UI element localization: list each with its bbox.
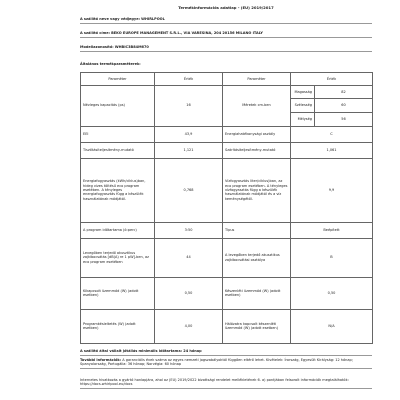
additional-info-label: További információk: [80, 358, 122, 362]
cell-value: 16 [155, 85, 223, 126]
parameter-table [80, 72, 373, 344]
address-value: BEKO EUROPE MANAGEMENT S.R.L., VIA VARESINA, 204 20156 MILANO ITALY [111, 31, 263, 35]
cell-value: 3:50 [155, 222, 223, 238]
cell-value: N/A [291, 309, 373, 343]
dim-value-height: 82 [315, 85, 373, 99]
table-header-row [81, 73, 373, 86]
model-label: Modellazonosító: [80, 45, 114, 49]
divider [80, 355, 372, 356]
cell-param: Kikapcsolt üzemmód (W) (adott esetben) [81, 277, 155, 309]
dim-label-height: Magasság [291, 85, 315, 99]
cell-param: Névleges kapacitás (ps) [81, 85, 155, 126]
supplier-label: A szállító neve vagy védjegye: [80, 17, 140, 21]
divider [80, 51, 372, 52]
cell-param: Készenléti üzemmód (W) (adott esetben) [223, 277, 291, 309]
table-row [81, 238, 373, 277]
sheet-title: Termékinformációs adatlap - (EU) 2019/2017 [178, 5, 274, 10]
cell-param: A levegőben terjedő akusztikus zajkibocsátási osztálya [223, 238, 291, 277]
cell-param: Típus [223, 222, 291, 238]
col-header-value: Érték [291, 73, 373, 86]
cell-value: Beépített [291, 222, 373, 238]
cell-param: Tisztításiteljesítmény-mutató [81, 142, 155, 158]
cell-value: 1,061 [291, 142, 373, 158]
table-row [81, 126, 373, 142]
cell-param: Programkésleltetés (W) (adott esetben) [81, 309, 155, 343]
table-row [81, 222, 373, 238]
dim-label-depth: Mélység [291, 113, 315, 127]
dim-value-width: 60 [315, 99, 373, 113]
manufacturer-link[interactable]: Internetes hivatkozás a gyártó honlapjára, ahol az (EU) 2019/2022 bizottsági rendelet mellékletének 6. a) pontjában felsorolt információk megtalálhatók: https://docs.whirlpool.eu/docs [80, 378, 349, 387]
cell-value: 9,9 [291, 158, 373, 222]
cell-param: Hálózatra kapcsolt készenléti üzemmód (W) (adott esetben) [223, 309, 291, 343]
address-line [80, 31, 372, 35]
table-row [81, 277, 373, 309]
cell-param: Szárításiteljesítmény-mutató [223, 142, 291, 158]
table-row [81, 158, 373, 222]
cell-param: EEI [81, 126, 155, 142]
cell-value: 0,50 [291, 277, 373, 309]
table-row [81, 309, 373, 343]
supplier-value: WHIRLPOOL [141, 17, 165, 21]
cell-param: Vízfogyasztás liter/ciklus)ban, az eco program esetében. A tényleges vízfogyasztás függ a készülék használatának módjától és a víz keménységétől. [223, 158, 291, 222]
cell-param: Energiahatékonysági osztály [223, 126, 291, 142]
cell-param: Méretek cm-ben [223, 85, 291, 126]
table-row [81, 85, 373, 99]
divider [80, 37, 372, 38]
cell-value: 0,50 [155, 277, 223, 309]
cell-value: B [291, 238, 373, 277]
divider [80, 368, 372, 369]
model-value: WHBIC3B84M670 [114, 45, 149, 49]
warranty-line: A szállító által vállalt jótállás minimális időtartama: 24 hónap [80, 349, 202, 353]
col-header-parameter: Paraméter [223, 73, 291, 86]
dim-value-depth: 56 [315, 113, 373, 127]
cell-param: Energiafogyasztás (kWh/ciklus)ban, hideg vizes töltésű eco program esetében. A tényleges energiafogyasztás függ a készülék használatának módjától. [81, 158, 155, 222]
col-header-parameter: Paraméter [81, 73, 155, 86]
divider [80, 388, 372, 389]
cell-param: Levegőben terjedő akusztikus zajkibocsátás [dB(A) re 1 pW]-ben, az eco program esetében [81, 238, 155, 277]
additional-info-text: A garanciális évek száma az egyes nemzeti jogszabályoktól függően eltérő lehet. Kivételek: Írország, Egyesült Királyság: 12 hónap; Spanyolország, Portugália: 36 hónap; Norvégia: 60 hónap [80, 358, 353, 367]
table-row [81, 142, 373, 158]
dim-label-width: Szélesség [291, 99, 315, 113]
section-title: Általános termékparaméterek: [80, 62, 141, 66]
supplier-line [80, 17, 372, 21]
model-line [80, 45, 372, 49]
cell-value: C [291, 126, 373, 142]
additional-info [80, 358, 372, 367]
address-label: A szállító címe: [80, 31, 110, 35]
cell-value: 0,768 [155, 158, 223, 222]
col-header-value: Érték [155, 73, 223, 86]
divider [80, 23, 372, 24]
cell-value: 4,00 [155, 309, 223, 343]
product-information-sheet [80, 0, 372, 400]
cell-param: A program időtartama (ó:perc) [81, 222, 155, 238]
cell-value: 44 [155, 238, 223, 277]
cell-value: 1,121 [155, 142, 223, 158]
cell-value: 43,9 [155, 126, 223, 142]
